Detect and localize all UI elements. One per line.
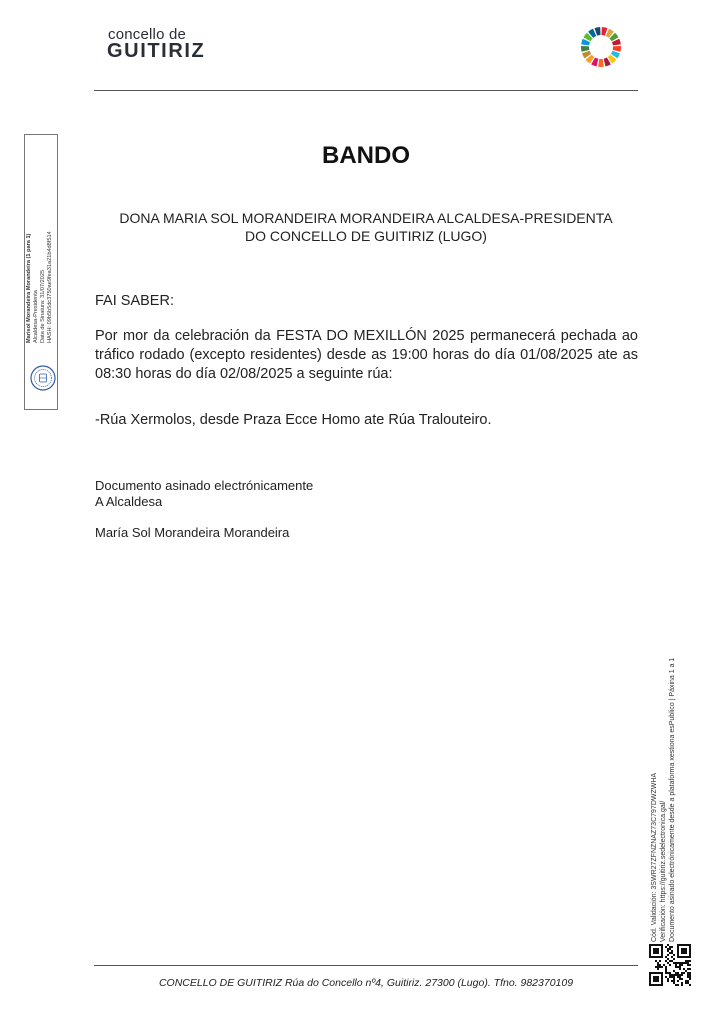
document-title: BANDO [322, 142, 410, 169]
sdg-wheel-icon [580, 26, 622, 68]
stamp-hash: HASH: 09b5b5dc3750ae9fea31a21b4d8f514 [47, 231, 53, 343]
signer-role: A Alcaldesa [95, 494, 163, 509]
signature-platform-note: Documento asinado electrónicamente desde a plataforma xestiona esPublico | Páxina 1 a 1 [669, 657, 676, 942]
sdg-segment [598, 59, 604, 67]
official-line-2: DO CONCELLO DE GUITIRIZ (LUGO) [245, 228, 487, 244]
verification-url: Verificación: https://guitiriz.sedelectronica.gal/ [660, 800, 667, 942]
validation-code: Cód. Validación: 3SWR27ZFNZNAZ73C797DWZWHA [651, 772, 658, 942]
header-divider [94, 90, 638, 91]
sdg-segment [581, 46, 589, 52]
official-heading [94, 209, 638, 245]
announcement-paragraph: Por mor da celebración da FESTA DO MEXILLÓN 2025 permanecerá pechada ao tráfico rodado (excepto residentes) desde as 19:00 horas do día 01/08/2025 ate as 08:30 horas do día 02/08/2025 a seguinte rúa: [95, 328, 638, 382]
stamp-role: Alcaldesa-Presidenta [33, 290, 39, 343]
seal-icon [29, 364, 57, 392]
announcement-label: FAI SABER: [95, 293, 174, 309]
stamp-signer: Marisol Morandeira Morandeira (1 para 1) [26, 233, 32, 343]
footer-divider [94, 965, 638, 966]
validation-text [650, 642, 677, 942]
official-line-1: DONA MARIA SOL MORANDEIRA MORANDEIRA ALCALDESA-PRESIDENTA [119, 210, 613, 226]
logo-text-top: concello de [108, 26, 187, 43]
signed-electronically-text: Documento asinado electrónicamente [95, 478, 314, 493]
sdg-segment [613, 46, 621, 52]
footer-address: CONCELLO DE GUITIRIZ Rúa do Concello nº4, Guitiriz. 27300 (Lugo). Tfno. 982370109 [158, 977, 574, 989]
logo-text-bottom: GUITIRIZ [107, 40, 206, 62]
signer-name: María Sol Morandeira Morandeira [95, 525, 290, 540]
stamp-date: Data de Sinatura: 31/07/2025 [40, 269, 46, 343]
signature-block [95, 478, 313, 510]
street-closure-item: -Rúa Xermolos, desde Praza Ecce Homo ate Rúa Tralouteiro. [95, 412, 492, 428]
